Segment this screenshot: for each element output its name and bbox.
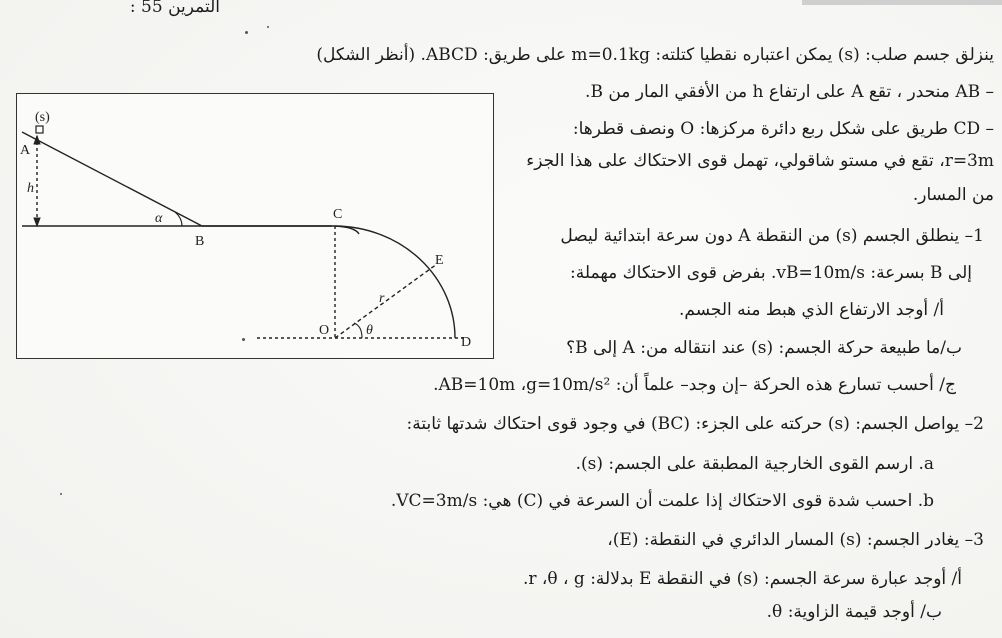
label-e: E	[435, 253, 444, 268]
label-o: O	[319, 323, 330, 338]
label-r: r	[379, 291, 385, 306]
scan-speck	[242, 338, 245, 341]
question-1b: ب/ما طبيعة حركة الجسم: (s) عند انتقاله من: A إلى B؟	[566, 338, 962, 358]
height-arrow-up	[34, 136, 40, 144]
intro-text: ينزلق جسم صلب: (s) يمكن اعتباره نقطيا كتلته: m=0.1kg على طريق: ABCD. (أنظر الشكل)	[316, 45, 994, 65]
label-d: D	[461, 335, 472, 350]
label-b: B	[195, 234, 205, 249]
label-s: (s)	[35, 110, 50, 125]
question-1: 1– ينطلق الجسم (s) من النقطة A دون سرعة ابتدائية ليصل	[560, 226, 984, 246]
slope-ab	[22, 132, 202, 226]
cd-description-line2: r=3m، تقع في مستو شاقولي، تهمل قوى الاحتكاك على هذا الجزء	[526, 151, 994, 171]
scan-speck	[267, 26, 269, 28]
question-3b: ب/ أوجد قيمة الزاوية: θ.	[766, 602, 942, 622]
cd-description-line1: – CD طريق على شكل ربع دائرة مركزها: O ونصف قطرها:	[572, 119, 994, 139]
body-s	[36, 126, 43, 133]
question-1-continued: إلى B بسرعة: vB=10m/s. بفرض قوى الاحتكاك مهملة:	[570, 263, 972, 283]
label-alpha: α	[155, 211, 163, 226]
question-3a: أ/ أوجد عبارة سرعة الجسم: (s) في النقطة E بدلالة: r ،θ ، g.	[522, 569, 962, 589]
scan-speck	[60, 493, 62, 495]
label-h: h	[27, 181, 34, 196]
track-figure	[16, 93, 494, 359]
question-1c: ج/ أحسب تسارع هذه الحركة –إن وجد– علماً أن: AB=10m ،g=10m/s².	[433, 375, 956, 395]
ab-description: – AB منحدر ، تقع A على ارتفاع h من الأفقي المار من B.	[585, 82, 994, 102]
radius-oe	[335, 264, 437, 338]
cd-description-line3: من المسار.	[912, 185, 994, 205]
scan-speck	[245, 31, 248, 34]
exercise-title: التمرين 55 :	[129, 0, 220, 17]
theta-arc	[354, 323, 362, 338]
question-2a: a. ارسم القوى الخارجية المطبقة على الجسم: (s).	[575, 454, 934, 474]
question-1a: أ/ أوجد الارتفاع الذي هبط منه الجسم.	[679, 300, 944, 320]
question-2b: b. احسب شدة قوى الاحتكاك إذا علمت أن السرعة في (C) هي: VC=3m/s.	[390, 491, 934, 511]
track-diagram	[17, 94, 493, 358]
label-theta: θ	[366, 323, 373, 338]
height-arrow-down	[34, 218, 40, 226]
top-edge-bar	[802, 0, 1002, 5]
question-2: 2– يواصل الجسم: (s) حركته على الجزء: (BC) في وجود قوى احتكاك شدتها ثابتة:	[406, 414, 984, 434]
question-3: 3– يغادر الجسم: (s) المسار الدائري في النقطة: (E)،	[607, 530, 984, 550]
label-a: A	[20, 143, 31, 158]
label-c: C	[333, 207, 343, 222]
quarter-circle-cd	[335, 226, 455, 338]
